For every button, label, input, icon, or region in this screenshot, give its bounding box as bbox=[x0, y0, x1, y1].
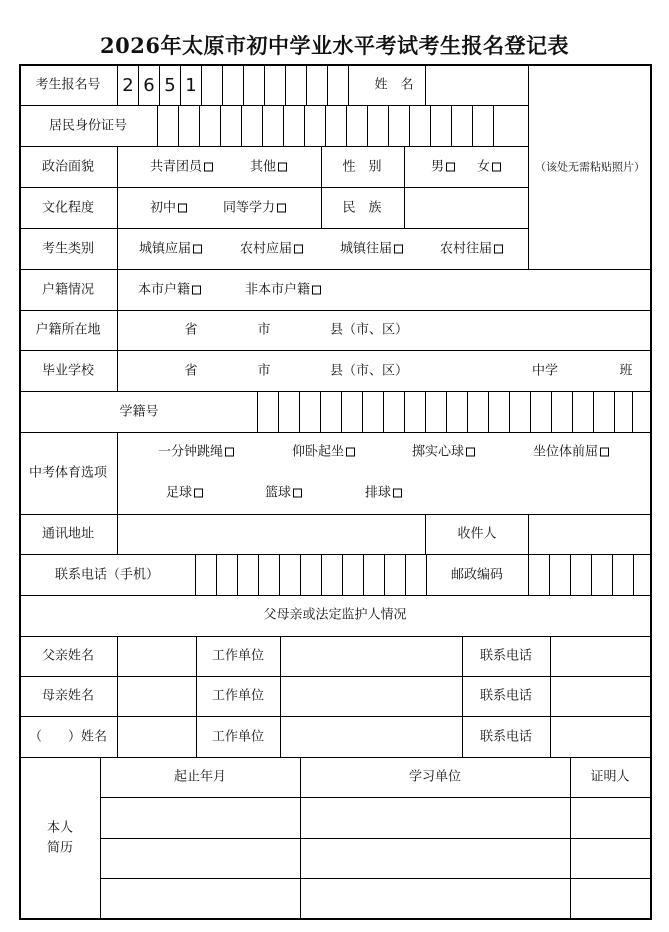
table-rule bbox=[241, 106, 242, 146]
option-text: 掷实心球 bbox=[412, 444, 465, 460]
table-rule bbox=[572, 392, 573, 432]
table-rule bbox=[321, 555, 322, 595]
table-rule bbox=[320, 392, 321, 432]
work-unit-label: 工作单位 bbox=[211, 729, 265, 745]
table-rule bbox=[388, 106, 389, 146]
table-rule bbox=[472, 106, 473, 146]
option-text: 仰卧起坐 bbox=[292, 444, 345, 460]
education-label: 文化程度 bbox=[41, 200, 95, 216]
table-rule bbox=[300, 758, 301, 919]
checkbox[interactable] bbox=[600, 448, 609, 457]
table-rule bbox=[117, 433, 118, 514]
option-basketball[interactable] bbox=[265, 487, 302, 500]
option-football[interactable] bbox=[166, 487, 203, 500]
table-rule bbox=[430, 106, 431, 146]
city-text: 市 bbox=[257, 322, 271, 338]
option-text: 其他 bbox=[250, 159, 277, 175]
contact-phone-label: 联系电话 bbox=[479, 729, 533, 745]
option-local-household[interactable] bbox=[138, 284, 201, 297]
mother-name-label: 母亲姓名 bbox=[41, 688, 95, 704]
option-text: 同等学力 bbox=[223, 200, 276, 216]
option-rural-previous[interactable] bbox=[440, 243, 503, 256]
table-rule bbox=[19, 64, 652, 66]
table-rule bbox=[446, 392, 447, 432]
gender-label: 性 别 bbox=[342, 159, 382, 175]
table-rule bbox=[20, 554, 651, 555]
option-text: 排球 bbox=[365, 485, 392, 501]
table-rule bbox=[570, 758, 571, 919]
option-text: 男 bbox=[431, 159, 445, 175]
household-label: 户籍情况 bbox=[41, 282, 95, 298]
reg-digit: 2 bbox=[122, 75, 134, 96]
option-text: 坐位体前屈 bbox=[533, 444, 599, 460]
reg-digit: 5 bbox=[164, 75, 176, 96]
table-rule bbox=[409, 106, 410, 146]
pe-label: 中考体育选项 bbox=[28, 465, 108, 481]
table-rule bbox=[280, 637, 281, 757]
checkbox[interactable] bbox=[446, 163, 455, 172]
checkbox[interactable] bbox=[278, 163, 287, 172]
table-rule bbox=[264, 65, 265, 105]
school-label: 毕业学校 bbox=[41, 363, 95, 379]
option-medicine-ball[interactable] bbox=[412, 446, 475, 459]
province-text: 省 bbox=[184, 322, 198, 338]
table-rule bbox=[117, 147, 118, 391]
table-rule bbox=[100, 797, 651, 798]
option-urban-current[interactable] bbox=[139, 243, 202, 256]
table-rule bbox=[327, 65, 328, 105]
option-text: 城镇应届 bbox=[139, 241, 192, 257]
checkbox[interactable] bbox=[466, 448, 475, 457]
table-rule bbox=[20, 432, 651, 433]
table-rule bbox=[20, 716, 651, 717]
checkbox[interactable] bbox=[178, 204, 187, 213]
table-rule bbox=[220, 106, 221, 146]
table-rule bbox=[117, 637, 118, 757]
table-rule bbox=[384, 555, 385, 595]
table-rule bbox=[341, 392, 342, 432]
form-title: 2026年太原市初中学业水平考试考生报名登记表 bbox=[100, 33, 569, 58]
table-rule bbox=[549, 555, 550, 595]
table-rule bbox=[216, 555, 217, 595]
county-text: 县（市、区） bbox=[329, 363, 409, 379]
resume-label-line2: 简历 bbox=[46, 840, 74, 856]
table-rule bbox=[404, 147, 405, 228]
contact-phone-label: 联系电话 bbox=[479, 688, 533, 704]
table-rule bbox=[20, 350, 651, 351]
ethnicity-label: 民 族 bbox=[342, 200, 382, 216]
table-rule bbox=[528, 555, 529, 595]
checkbox[interactable] bbox=[225, 448, 234, 457]
option-text: 共青团员 bbox=[150, 159, 203, 175]
option-urban-previous[interactable] bbox=[340, 243, 403, 256]
table-rule bbox=[279, 555, 280, 595]
checkbox[interactable] bbox=[204, 163, 213, 172]
table-rule bbox=[180, 65, 181, 105]
table-rule bbox=[425, 65, 426, 105]
category-label: 考生类别 bbox=[41, 241, 95, 257]
table-rule bbox=[383, 392, 384, 432]
table-rule bbox=[257, 392, 258, 432]
middle-school-text: 中学 bbox=[531, 363, 559, 379]
option-volleyball[interactable] bbox=[365, 487, 402, 500]
student-no-label: 学籍号 bbox=[119, 404, 159, 420]
checkbox[interactable] bbox=[294, 245, 303, 254]
option-text: 城镇往届 bbox=[340, 241, 393, 257]
table-rule bbox=[195, 555, 196, 595]
option-text: 初中 bbox=[150, 200, 177, 216]
table-rule bbox=[425, 515, 426, 554]
table-rule bbox=[348, 65, 349, 105]
table-rule bbox=[20, 269, 651, 270]
phone-label: 联系电话（手机） bbox=[54, 567, 160, 583]
option-text: 非本市户籍 bbox=[245, 282, 311, 298]
option-junior-high[interactable] bbox=[150, 202, 187, 215]
table-rule bbox=[283, 106, 284, 146]
option-female[interactable] bbox=[477, 161, 501, 174]
name-label: 姓 名 bbox=[374, 77, 414, 93]
table-rule bbox=[100, 878, 651, 879]
class-text: 班 bbox=[619, 363, 633, 379]
table-rule bbox=[426, 555, 427, 595]
table-rule bbox=[20, 391, 651, 392]
household-location-label: 户籍所在地 bbox=[35, 322, 101, 338]
option-text: 一分钟跳绳 bbox=[158, 444, 224, 460]
table-rule bbox=[451, 106, 452, 146]
table-rule bbox=[157, 106, 158, 146]
table-rule bbox=[201, 65, 202, 105]
postcode-label: 邮政编码 bbox=[450, 567, 504, 583]
resume-col-school: 学习单位 bbox=[408, 769, 462, 785]
city-text: 市 bbox=[257, 363, 271, 379]
option-text: 篮球 bbox=[265, 485, 292, 501]
option-rope-skipping[interactable] bbox=[158, 446, 234, 459]
reg-digit: 1 bbox=[185, 75, 197, 96]
option-text: 农村往届 bbox=[440, 241, 493, 257]
table-rule bbox=[20, 757, 651, 758]
table-rule bbox=[488, 392, 489, 432]
table-rule bbox=[425, 392, 426, 432]
table-rule bbox=[633, 555, 634, 595]
checkbox[interactable] bbox=[192, 286, 201, 295]
table-rule bbox=[591, 555, 592, 595]
work-unit-label: 工作单位 bbox=[211, 648, 265, 664]
table-rule bbox=[593, 392, 594, 432]
table-rule bbox=[404, 392, 405, 432]
table-rule bbox=[20, 514, 651, 515]
table-rule bbox=[346, 106, 347, 146]
province-text: 省 bbox=[184, 363, 198, 379]
table-rule bbox=[650, 64, 652, 920]
father-name-label: 父亲姓名 bbox=[41, 648, 95, 664]
table-rule bbox=[100, 838, 651, 839]
id-label: 居民身份证号 bbox=[48, 118, 128, 134]
option-equivalent[interactable] bbox=[223, 202, 286, 215]
table-rule bbox=[493, 106, 494, 146]
table-rule bbox=[100, 758, 101, 919]
work-unit-label: 工作单位 bbox=[211, 688, 265, 704]
table-rule bbox=[20, 595, 651, 596]
table-rule bbox=[222, 65, 223, 105]
table-rule bbox=[300, 555, 301, 595]
table-rule bbox=[20, 228, 528, 229]
table-rule bbox=[509, 392, 510, 432]
table-rule bbox=[20, 310, 651, 311]
address-label: 通讯地址 bbox=[41, 526, 95, 542]
option-text: 足球 bbox=[166, 485, 193, 501]
table-rule bbox=[20, 676, 651, 677]
table-rule bbox=[467, 392, 468, 432]
option-sit-and-reach[interactable] bbox=[533, 446, 609, 459]
table-rule bbox=[117, 515, 118, 554]
resume-col-witness: 证明人 bbox=[590, 769, 630, 785]
table-rule bbox=[19, 64, 21, 920]
table-rule bbox=[199, 106, 200, 146]
table-rule bbox=[20, 187, 528, 188]
table-rule bbox=[325, 106, 326, 146]
table-rule bbox=[342, 555, 343, 595]
checkbox[interactable] bbox=[312, 286, 321, 295]
photo-note: （该处无需粘贴照片） bbox=[535, 160, 645, 174]
table-rule bbox=[262, 106, 263, 146]
table-rule bbox=[612, 555, 613, 595]
table-rule bbox=[159, 65, 160, 105]
table-rule bbox=[299, 392, 300, 432]
table-rule bbox=[530, 392, 531, 432]
table-rule bbox=[278, 392, 279, 432]
county-text: 县（市、区） bbox=[329, 322, 409, 338]
reg-no-label: 考生报名号 bbox=[35, 77, 101, 93]
reg-digit: 6 bbox=[143, 75, 155, 96]
checkbox[interactable] bbox=[193, 245, 202, 254]
recipient-label: 收件人 bbox=[457, 526, 497, 542]
option-league-member[interactable] bbox=[150, 161, 213, 174]
table-rule bbox=[20, 146, 528, 147]
checkbox[interactable] bbox=[346, 448, 355, 457]
table-rule bbox=[367, 106, 368, 146]
table-rule bbox=[237, 555, 238, 595]
checkbox[interactable] bbox=[494, 245, 503, 254]
table-rule bbox=[19, 918, 652, 920]
other-guardian-name-label: （ ）姓名 bbox=[28, 729, 108, 745]
checkbox[interactable] bbox=[393, 489, 402, 498]
table-rule bbox=[138, 65, 139, 105]
political-label: 政治面貌 bbox=[41, 159, 95, 175]
checkbox[interactable] bbox=[194, 489, 203, 498]
option-text: 本市户籍 bbox=[138, 282, 191, 298]
table-rule bbox=[528, 65, 529, 269]
table-rule bbox=[243, 65, 244, 105]
table-rule bbox=[178, 106, 179, 146]
contact-phone-label: 联系电话 bbox=[479, 648, 533, 664]
table-rule bbox=[258, 555, 259, 595]
table-rule bbox=[196, 637, 197, 757]
table-rule bbox=[462, 637, 463, 757]
table-rule bbox=[405, 555, 406, 595]
resume-label-line1: 本人 bbox=[46, 820, 74, 836]
checkbox[interactable] bbox=[394, 245, 403, 254]
option-text: 女 bbox=[477, 159, 491, 175]
guardian-header: 父母亲或法定监护人情况 bbox=[263, 607, 407, 623]
table-rule bbox=[321, 147, 322, 228]
table-rule bbox=[570, 555, 571, 595]
table-rule bbox=[363, 555, 364, 595]
table-rule bbox=[550, 637, 551, 757]
option-male[interactable] bbox=[431, 161, 455, 174]
table-rule bbox=[528, 515, 529, 554]
option-rural-current[interactable] bbox=[240, 243, 303, 256]
table-rule bbox=[304, 106, 305, 146]
option-other[interactable] bbox=[250, 161, 287, 174]
option-text: 农村应届 bbox=[240, 241, 293, 257]
option-nonlocal-household[interactable] bbox=[245, 284, 321, 297]
resume-col-dates: 起止年月 bbox=[173, 769, 227, 785]
table-rule bbox=[20, 636, 651, 637]
table-rule bbox=[614, 392, 615, 432]
table-rule bbox=[551, 392, 552, 432]
option-sit-ups[interactable] bbox=[292, 446, 355, 459]
checkbox[interactable] bbox=[293, 489, 302, 498]
checkbox[interactable] bbox=[277, 204, 286, 213]
table-rule bbox=[285, 65, 286, 105]
table-rule bbox=[362, 392, 363, 432]
table-rule bbox=[117, 65, 118, 105]
table-rule bbox=[306, 65, 307, 105]
table-rule bbox=[632, 392, 633, 432]
checkbox[interactable] bbox=[492, 163, 501, 172]
